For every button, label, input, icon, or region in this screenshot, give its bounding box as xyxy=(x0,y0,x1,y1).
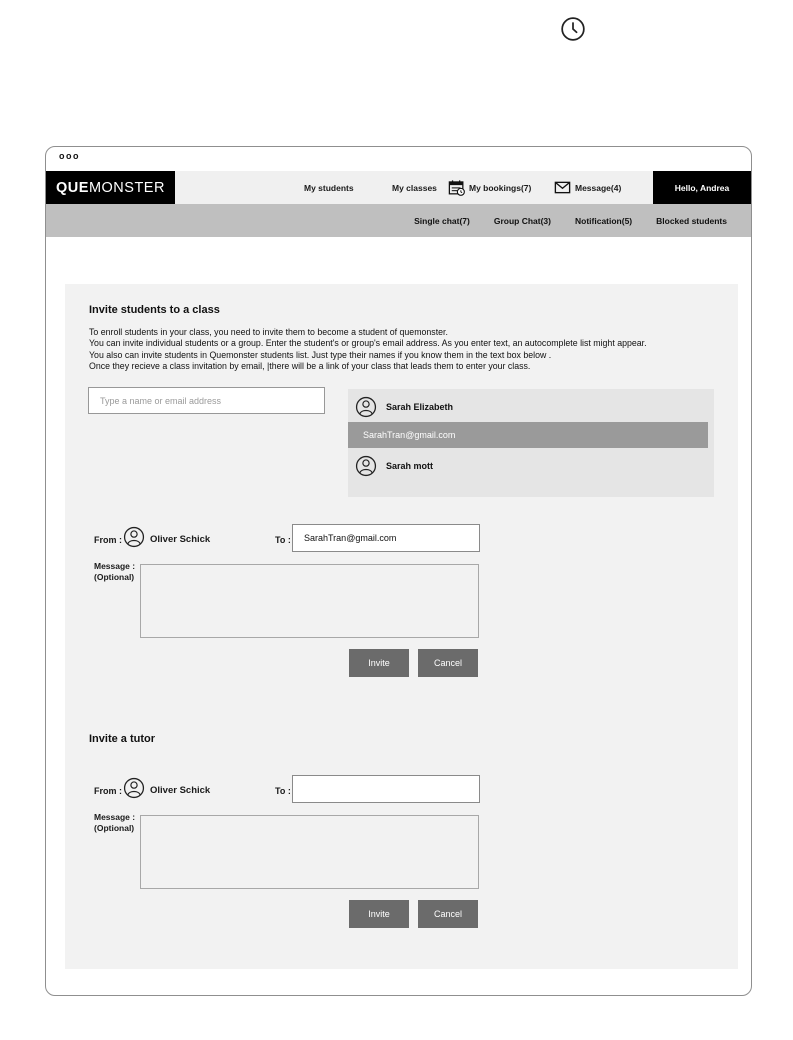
clock-icon xyxy=(560,16,586,42)
to-label: To : xyxy=(275,535,291,545)
nav-item-message[interactable] xyxy=(553,171,621,204)
person-icon xyxy=(355,396,377,418)
from-label: From : xyxy=(94,535,122,545)
from-user-name: Oliver Schick xyxy=(150,534,211,545)
person-icon xyxy=(123,777,145,799)
message-optional-text: (Optional) xyxy=(94,572,135,582)
invite-students-description xyxy=(89,327,719,372)
content-panel xyxy=(65,284,738,969)
autocomplete-panel xyxy=(348,389,714,497)
search-input[interactable] xyxy=(88,387,325,414)
nav-item-label: My students xyxy=(304,182,354,193)
invite-students-title: Invite students to a class xyxy=(89,304,220,316)
description-line: You can invite individual students or a group. Enter the student's or group's email address. As you enter text, an autocomplete list might appear. xyxy=(89,338,647,349)
subnav xyxy=(46,204,751,237)
browser-window xyxy=(45,146,752,996)
greeting-badge[interactable]: Hello, Andrea xyxy=(653,171,751,204)
nav-item-label: My classes xyxy=(392,182,437,193)
invite-students-form xyxy=(65,524,738,684)
description-line: You also can invite students in Quemonster students list. Just type their names if you know them in the text box below . xyxy=(89,349,552,360)
navbar xyxy=(46,171,751,204)
person-icon xyxy=(123,526,145,548)
message-label xyxy=(94,561,135,583)
to-input[interactable] xyxy=(292,775,480,803)
autocomplete-item[interactable] xyxy=(348,451,714,481)
message-label-text: Message : xyxy=(94,812,136,822)
message-textarea[interactable] xyxy=(140,564,479,638)
autocomplete-item-label: Sarah mott xyxy=(386,461,434,471)
subnav-item-group-chat[interactable]: Group Chat(3) xyxy=(493,215,551,226)
message-label xyxy=(94,812,135,834)
invite-button[interactable]: Invite xyxy=(349,900,409,928)
from-label: From : xyxy=(94,786,122,796)
cancel-button[interactable]: Cancel xyxy=(418,649,478,677)
message-optional-text: (Optional) xyxy=(94,823,135,833)
nav-item-label: My bookings(7) xyxy=(469,182,532,193)
invite-tutor-title: Invite a tutor xyxy=(89,733,156,745)
nav-item-label: Message(4) xyxy=(575,182,622,193)
message-textarea[interactable] xyxy=(140,815,479,889)
message-label-text: Message : xyxy=(94,561,136,571)
nav-item-my-classes[interactable] xyxy=(392,171,437,204)
logo xyxy=(46,171,175,204)
autocomplete-item[interactable] xyxy=(348,393,714,421)
invite-button[interactable]: Invite xyxy=(349,649,409,677)
autocomplete-item-highlighted[interactable]: SarahTran@gmail.com xyxy=(348,422,708,448)
nav-item-my-bookings[interactable] xyxy=(447,171,531,204)
from-user-name: Oliver Schick xyxy=(150,785,211,796)
autocomplete-item-label: Sarah Elizabeth xyxy=(386,402,454,412)
logo-bold: QUE xyxy=(56,179,89,196)
window-dots: ooo xyxy=(59,151,80,161)
calendar-clock-icon xyxy=(447,178,466,197)
to-input[interactable] xyxy=(292,524,480,552)
nav-item-my-students[interactable] xyxy=(304,171,354,204)
description-line: To enroll students in your class, you need to invite them to become a student of quemonster. xyxy=(89,327,448,337)
subnav-item-notification[interactable]: Notification(5) xyxy=(575,215,633,226)
invite-tutor-form xyxy=(65,775,738,935)
logo-light: MONSTER xyxy=(88,179,165,196)
subnav-item-blocked-students[interactable]: Blocked students xyxy=(656,215,727,226)
person-icon xyxy=(355,455,377,477)
cancel-button[interactable]: Cancel xyxy=(418,900,478,928)
envelope-icon xyxy=(553,178,572,197)
subnav-item-single-chat[interactable]: Single chat(7) xyxy=(414,215,470,226)
to-label: To : xyxy=(275,786,291,796)
description-line: Once they recieve a class invitation by email, |there will be a link of your class that leads them to enter your class. xyxy=(89,360,531,371)
